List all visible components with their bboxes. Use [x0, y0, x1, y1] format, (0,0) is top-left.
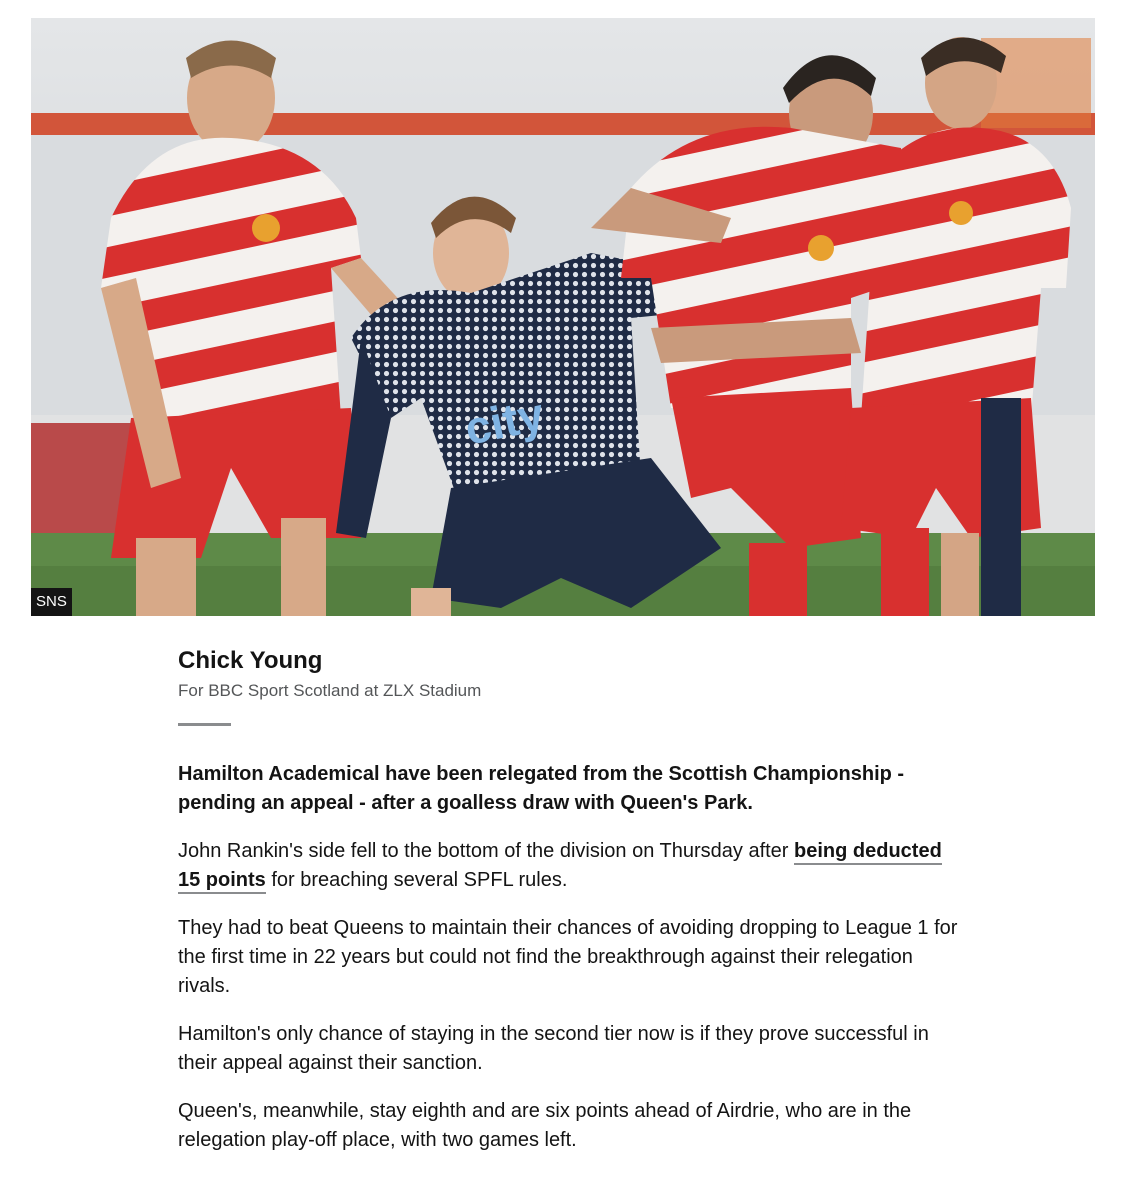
- byline: [178, 646, 958, 702]
- article-paragraph-5: Queen's, meanwhile, stay eighth and are six points ahead of Airdrie, who are in the relegation play-off place, with two games left.: [178, 1100, 912, 1151]
- article-paragraph-4: Hamilton's only chance of staying in the second tier now is if they prove successful in their appeal against their sanction.: [178, 1023, 929, 1074]
- article-paragraph-3: They had to beat Queens to maintain their chances of avoiding dropping to League 1 for the first time in 22 years but could not find the breakthrough against their relegation rivals.: [178, 917, 958, 997]
- svg-text:city: city: [460, 387, 549, 455]
- paragraph-text: for breaching several SPFL rules.: [265, 869, 568, 891]
- author-name: Chick Young: [178, 647, 323, 674]
- byline-divider: [178, 723, 231, 726]
- deducted-points-link[interactable]: being deducted 15 points: [178, 840, 942, 894]
- article-lead: Hamilton Academical have been relegated from the Scottish Championship - pending an appeal - after a goalless draw with Queen's Park.: [178, 763, 905, 814]
- article-paragraph-2: [178, 837, 968, 895]
- article-body: [178, 760, 968, 1174]
- photo-credit: SNS: [31, 588, 72, 616]
- paragraph-text: John Rankin's side fell to the bottom of the division on Thursday after: [178, 840, 795, 862]
- hero-image: [31, 18, 1095, 616]
- author-role: For BBC Sport Scotland at ZLX Stadium: [178, 681, 482, 700]
- hero-photo-illustration: [31, 18, 1095, 616]
